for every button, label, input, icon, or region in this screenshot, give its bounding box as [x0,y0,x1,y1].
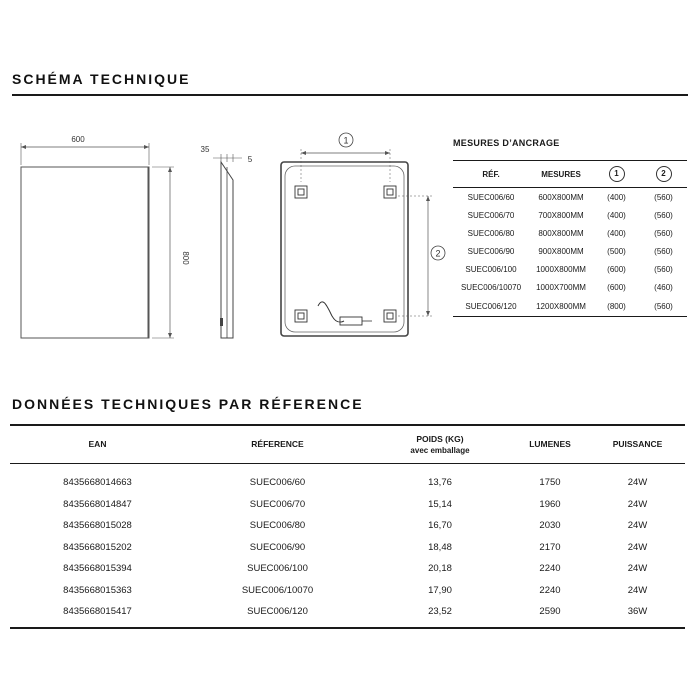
front-width-label: 600 [71,135,85,144]
data-cell-lumenes: 2240 [539,563,561,575]
anchor-cell-ref: SUEC006/100 [465,264,517,274]
data-cell-poids: 23,52 [370,601,510,628]
anchor-cell-c1: (400) [607,228,626,238]
anchor-cell-ref: SUEC006/10070 [460,282,522,292]
data-cell-lumenes: 2240 [539,584,561,596]
data-header-poids-sub: avec emballage [410,445,470,455]
back-view-drawing [281,133,445,336]
anchor-cell-mesures: 900X800MM [538,246,584,256]
technical-drawings [0,120,450,360]
anchor-cell-c1: (600) [607,282,626,292]
data-row [10,464,685,494]
anchor-cell-c2: (460) [654,282,673,292]
data-cell-lumenes: 2170 [539,541,561,553]
data-cell-ean: 8435668015394 [63,563,132,575]
anchor-cell-ref: SUEC006/90 [467,246,515,256]
anchor-cell-c2: (560) [654,264,673,274]
data-cell-reference: SUEC006/100 [247,563,308,575]
data-cell-reference: SUEC006/120 [185,601,370,628]
data-cell-puissance: 24W [627,563,648,575]
data-cell-poids: 16,70 [428,520,452,532]
data-cell-lumenes: 1960 [539,498,561,510]
data-cell-reference: SUEC006/90 [249,541,306,553]
data-cell-ean: 8435668015417 [10,601,185,628]
data-cell-poids: 13,76 [428,477,452,489]
data-cell-lumenes: 1750 [539,477,561,489]
anchor-row [453,242,687,260]
anchor-row [453,224,687,242]
data-cell-ean: 8435668015028 [63,520,132,532]
anchor-cell-c1: (500) [607,246,626,256]
data-header-poids [370,425,510,464]
anchor-header-callout-1: 1 [609,166,625,182]
anchor-cell-mesures: 1000X800MM [536,264,586,274]
anchor-cell-ref: SUEC006/80 [467,228,515,238]
anchor-cell-c1: (600) [607,264,626,274]
anchor-cell-c2: (560) [654,210,673,220]
anchor-cell-ref: SUEC006/120 [453,296,529,317]
anchor-table [453,160,687,317]
side-depth-label: 35 [200,145,210,154]
anchor-cell-c2: (560) [654,246,673,256]
anchor-cell-mesures: 700X800MM [538,210,584,220]
data-cell-reference: SUEC006/10070 [241,584,314,596]
data-header-poids-label: POIDS (KG) [416,433,464,444]
data-cell-poids: 15,14 [428,498,452,510]
data-cell-reference: SUEC006/70 [249,498,306,510]
anchor-row [453,278,687,296]
data-cell-lumenes: 2030 [539,520,561,532]
anchor-cell-c2: (560) [654,192,673,202]
data-header-puissance: PUISSANCE [590,425,685,464]
anchor-row [453,206,687,224]
data-section-title: DONNÉES TECHNIQUES PAR RÉFERENCE [12,396,364,412]
data-cell-reference: SUEC006/60 [249,477,306,489]
data-row [10,537,685,559]
anchor-cell-mesures: 1000X700MM [536,282,586,292]
data-header-ean: EAN [10,425,185,464]
anchor-cell-c1: (400) [607,192,626,202]
data-cell-poids: 17,90 [428,584,452,596]
data-cell-reference: SUEC006/80 [249,520,306,532]
front-height-label: 800 [181,251,190,265]
data-row [10,601,685,628]
anchor-cell-ref: SUEC006/70 [467,210,515,220]
anchor-cell-c2: (560) [640,296,687,317]
anchor-row [453,188,687,207]
data-row [10,580,685,602]
technical-data-table [10,424,685,629]
side-edge-label: 5 [247,155,253,164]
data-cell-ean: 8435668015363 [63,584,132,596]
front-view-drawing [21,135,190,338]
anchor-cell-c1: (400) [607,210,626,220]
side-view-drawing [201,145,253,338]
anchor-cell-c1: (800) [593,296,640,317]
data-header-lumenes: LUMENES [510,425,590,464]
data-row [10,515,685,537]
schema-title: SCHÉMA TECHNIQUE [12,71,191,87]
data-cell-puissance: 24W [627,584,648,596]
data-cell-puissance: 24W [627,520,648,532]
data-cell-lumenes: 2590 [510,601,590,628]
callout-1-label: 1 [343,135,349,146]
data-cell-ean: 8435668015202 [63,541,132,553]
anchor-title: MESURES D’ANCRAGE [453,138,560,148]
data-cell-puissance: 24W [627,498,648,510]
anchor-cell-mesures: 800X800MM [538,228,584,238]
data-cell-poids: 18,48 [428,541,452,553]
anchor-header-callout-2: 2 [656,166,672,182]
anchor-header-ref: RÉF. [453,161,529,188]
callout-2-label: 2 [435,248,441,259]
data-row [10,558,685,580]
anchor-row [453,296,687,317]
data-cell-puissance: 24W [627,541,648,553]
anchor-cell-mesures: 1200X800MM [529,296,593,317]
data-cell-poids: 20,18 [428,563,452,575]
anchor-cell-mesures: 600X800MM [538,192,584,202]
data-cell-ean: 8435668014663 [63,477,132,489]
schema-title-rule [12,94,688,96]
data-cell-puissance: 36W [590,601,685,628]
data-cell-ean: 8435668014847 [63,498,132,510]
anchor-row [453,260,687,278]
data-cell-puissance: 24W [627,477,648,489]
anchor-cell-c2: (560) [654,228,673,238]
anchor-cell-ref: SUEC006/60 [467,192,515,202]
data-header-reference: RÉFERENCE [185,425,370,464]
anchor-header-mesures: MESURES [529,161,593,188]
data-row [10,494,685,516]
